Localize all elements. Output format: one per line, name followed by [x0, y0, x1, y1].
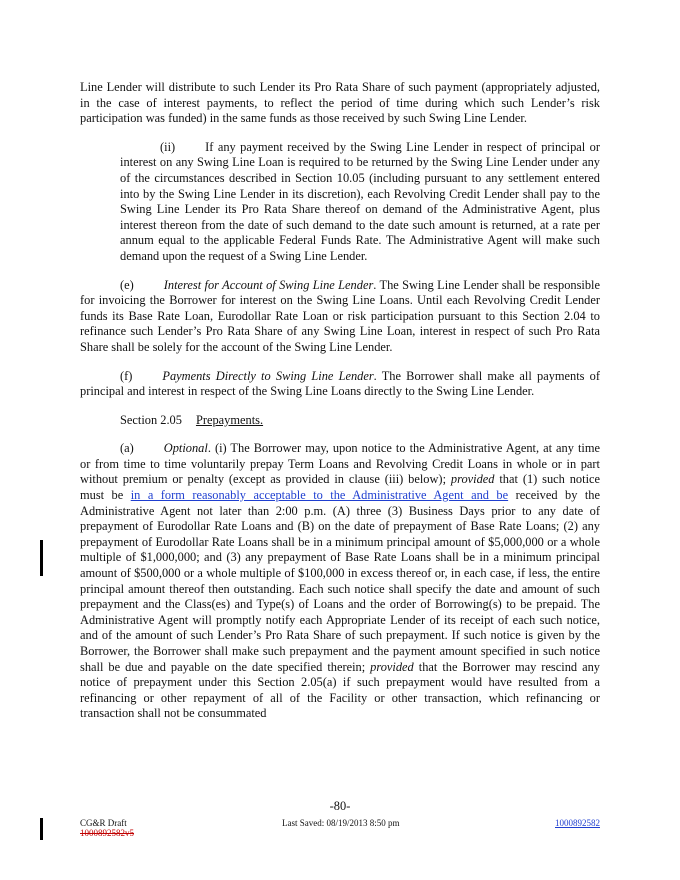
paragraph-continued: Line Lender will distribute to such Lender its Pro Rata Share of such payment (appropriately adjusted, in the case of interest payments, to reflect the period of time during which such Lender’s risk participation was funded) in the same funds as those received by such Swing Line Lender.: [80, 80, 600, 126]
section-label: Section 2.05: [120, 412, 182, 427]
footer-change-bar: [40, 818, 43, 840]
clause-number: (ii): [160, 139, 176, 154]
clause-number: (f): [120, 368, 133, 383]
paragraph-f: (f) Payments Directly to Swing Line Lender. The Borrower shall make all payments of principal and interest in respect of the Swing Line Loans directly to the Swing Line Lender.: [80, 368, 600, 399]
clause-heading: Interest for Account of Swing Line Lender: [163, 277, 374, 292]
footer-draft-label: CG&R Draft 1000892582v5: [80, 818, 134, 838]
paragraph-a: (a) Optional. (i) The Borrower may, upon notice to the Administrative Agent, at any time or from time to time voluntarily prepay Term Loans and Revolving Credit Loans in whole or in part without premium or penalty (except as provided in clause (iii) below); provided that (1) such notice must be in a form reasonably acceptable to the Administrative Agent and be received by the Administrative Agent not later than 2:00 p.m. (A) three (3) Business Days prior to any date of prepayment of Eurodollar Rate Loans and (B) on the date of prepayment of Base Rate Loans; (2) any prepayment of Eurodollar Rate Loans shall be in a minimum principal amount of $5,000,000 or a whole multiple of $1,000,000; and (3) any prepayment of Base Rate Loans shall be in a minimum principal amount of $500,000 or a whole multiple of $100,000 in excess thereof or, in each case, if less, the entire principal amount thereof then outstanding. Each such notice shall specify the date and amount of such prepayment and the Class(es) and Type(s) of Loans and the order of Borrowing(s) to be prepaid. The Administrative Agent will promptly notify each Appropriate Lender of its receipt of each such notice, and of the amount of such Lender’s Pro Rata Share of such prepayment. If such notice is given by the Borrower, the Borrower shall make such prepayment and the payment amount specified in such notice shall be due and payable on the date specified therein; provided that the Borrower may rescind any notice of prepayment under this Section 2.05(a) if such prepayment would have resulted from a refinancing or other repayment of all of the Facility or other transaction, which refinancing or transaction shall not be consummated: [80, 441, 601, 721]
deleted-doc-id: 1000892582v5: [80, 828, 134, 838]
clause-number: (a): [120, 441, 134, 456]
document-body: [80, 80, 600, 735]
footer-doc-id-link[interactable]: 1000892582: [555, 818, 600, 828]
section-heading: [80, 413, 600, 429]
paragraph-e: (e) Interest for Account of Swing Line Lender. The Swing Line Lender shall be responsible for invoicing the Borrower for interest on the Swing Line Loans. Until each Revolving Credit Lender funds its Base Rate Loan, Eurodollar Rate Loan or risk participation pursuant to this Section 2.04 to refinance such Lender’s Pro Rata Share of any Swing Line Loan, interest in respect of such Pro Rata Share shall be solely for the account of the Swing Line Lender.: [80, 277, 600, 354]
section-title: Prepayments.: [195, 412, 264, 427]
inserted-text-link[interactable]: in a form reasonably acceptable to the Administrative Agent and be: [130, 488, 509, 503]
clause-heading: Payments Directly to Swing Line Lender: [162, 368, 374, 383]
clause-number: (e): [120, 277, 134, 292]
page-number: -80-: [329, 799, 351, 813]
paragraph-ii: (ii) If any payment received by the Swing Line Lender in respect of principal or interest on any Swing Line Loan is required to be returned by the Swing Line Lender under any of the circumstances described in Section 10.05 (including pursuant to any settlement entered into by the Swing Line Lender in its discretion), each Revolving Credit Lender shall pay to the Swing Line Lender its Pro Rata Share thereof on demand of the Administrative Agent, plus interest thereon from the date of such demand to the date such amount is returned, at a rate per annum equal to the applicable Federal Funds Rate. The Administrative Agent will make such demand upon the request of a Swing Line Lender.: [120, 139, 600, 263]
footer-last-saved: Last Saved: 08/19/2013 8:50 pm: [282, 818, 400, 828]
change-bar: [40, 540, 43, 576]
clause-heading: Optional: [163, 441, 208, 456]
